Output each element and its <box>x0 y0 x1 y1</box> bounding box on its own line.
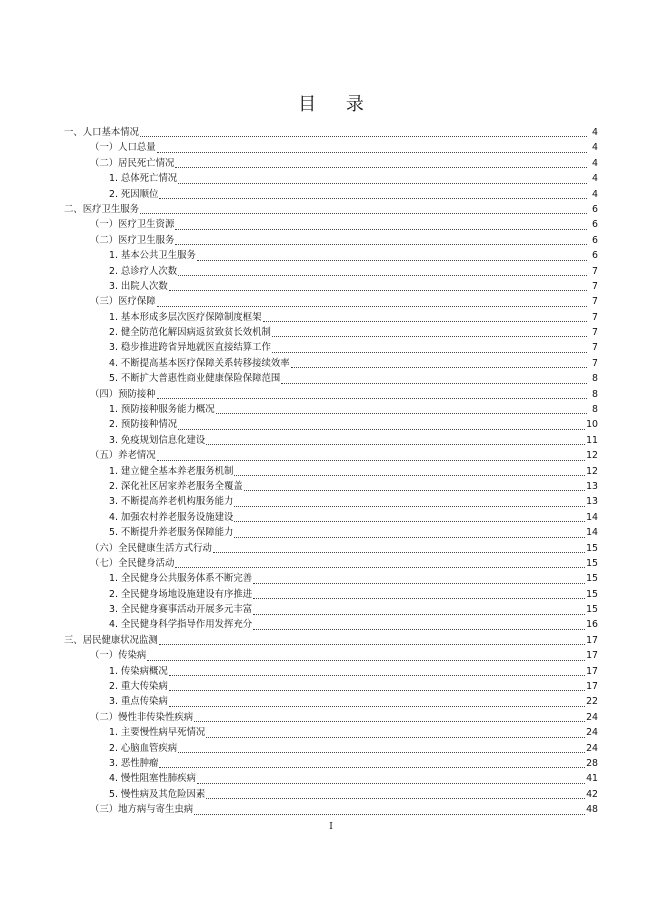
dot-leader <box>157 306 587 307</box>
toc-entry[interactable] <box>0 171 662 186</box>
toc-entry[interactable] <box>0 802 662 817</box>
toc-entry-label: 3. 全民健身赛事活动开展多元丰富 <box>109 604 253 616</box>
dot-leader <box>178 183 587 184</box>
dot-leader <box>169 675 585 676</box>
toc-entry[interactable] <box>0 741 662 756</box>
toc-entry-page-number: 41 <box>586 773 598 785</box>
toc-entry[interactable] <box>0 710 662 725</box>
toc-entry-label: 1. 基本形成多层次医疗保障制度框架 <box>109 311 262 323</box>
dot-leader <box>206 444 585 445</box>
dot-leader <box>253 629 585 630</box>
dot-leader <box>197 783 585 784</box>
toc-entry-page-number: 15 <box>586 542 598 554</box>
toc-entry-label: 3. 免疫规划信息化建设 <box>109 434 206 446</box>
toc-entry[interactable] <box>0 694 662 709</box>
toc-entry[interactable] <box>0 433 662 448</box>
dot-leader <box>253 583 585 584</box>
toc-entry[interactable] <box>0 248 662 263</box>
toc-entry-label: 4. 加强农村养老服务设施建设 <box>109 511 234 523</box>
toc-entry-label: 3. 不断提高养老机构服务能力 <box>109 496 234 508</box>
toc-entry[interactable] <box>0 648 662 663</box>
dot-leader <box>169 290 587 291</box>
toc-entry-page-number: 7 <box>592 280 598 292</box>
toc-entry-page-number: 7 <box>592 265 598 277</box>
toc-entry-page-number: 24 <box>586 711 598 723</box>
toc-entry-page-number: 4 <box>592 142 598 154</box>
toc-entry-page-number: 42 <box>586 788 598 800</box>
toc-entry[interactable] <box>0 618 662 633</box>
toc-entry-page-number: 10 <box>586 419 598 431</box>
toc-entry[interactable] <box>0 387 662 402</box>
toc-entry[interactable] <box>0 679 662 694</box>
dot-leader <box>157 152 587 153</box>
toc-entry[interactable] <box>0 771 662 786</box>
dot-leader <box>197 260 587 261</box>
toc-entry[interactable] <box>0 279 662 294</box>
toc-entry[interactable] <box>0 510 662 525</box>
toc-entry-page-number: 17 <box>586 634 598 646</box>
dot-leader <box>234 475 585 476</box>
toc-entry-page-number: 7 <box>592 311 598 323</box>
dot-leader <box>175 229 587 230</box>
dot-leader <box>253 598 585 599</box>
toc-entry[interactable] <box>0 356 662 371</box>
toc-entry[interactable] <box>0 156 662 171</box>
dot-leader <box>272 336 587 337</box>
toc-entry-page-number: 22 <box>586 696 598 708</box>
toc-entry-page-number: 14 <box>586 511 598 523</box>
dot-leader <box>291 367 587 368</box>
toc-entry-label: （二）医疗卫生服务 <box>90 234 175 246</box>
toc-entry-label: 1. 预防接种服务能力概况 <box>109 404 215 416</box>
dot-leader <box>281 383 587 384</box>
toc-entry[interactable] <box>0 371 662 386</box>
toc-entry[interactable] <box>0 217 662 232</box>
page-number-footer: I <box>329 822 333 832</box>
toc-entry-label: （三）医疗保障 <box>90 296 156 308</box>
toc-entry-label: 1. 建立健全基本养老服务机制 <box>109 465 234 477</box>
toc-entry-label: （二）居民死亡情况 <box>90 157 175 169</box>
toc-entry-label: 4. 不断提高基本医疗保障关系转移接续效率 <box>109 357 290 369</box>
toc-entry[interactable] <box>0 525 662 540</box>
dot-leader <box>175 167 587 168</box>
toc-entry-page-number: 24 <box>586 742 598 754</box>
dot-leader <box>159 644 585 645</box>
toc-entry-label: （二）慢性非传染性疾病 <box>90 711 194 723</box>
toc-entry-label: 2. 全民健身场地设施建设有序推进 <box>109 588 253 600</box>
toc-entry-label: （三）地方病与寄生虫病 <box>90 804 194 816</box>
dot-leader <box>140 136 587 137</box>
toc-entry-label: 1. 基本公共卫生服务 <box>109 250 196 262</box>
table-of-contents <box>0 125 662 818</box>
toc-entry-page-number: 6 <box>592 219 598 231</box>
toc-entry-label: 5. 慢性病及其危险因素 <box>109 788 206 800</box>
dot-leader <box>244 490 585 491</box>
toc-entry-label: （五）养老情况 <box>90 450 156 462</box>
dot-leader <box>178 275 587 276</box>
toc-entry[interactable] <box>0 125 662 140</box>
dot-leader <box>272 352 587 353</box>
toc-entry-page-number: 12 <box>586 465 598 477</box>
toc-entry-label: 一、人口基本情况 <box>64 126 140 138</box>
toc-entry-label: 5. 不断提升养老服务保障能力 <box>109 527 234 539</box>
dot-leader <box>159 767 585 768</box>
dot-leader <box>140 213 587 214</box>
toc-entry[interactable] <box>0 756 662 771</box>
dot-leader <box>178 752 585 753</box>
toc-entry[interactable] <box>0 587 662 602</box>
toc-entry-label: 二、医疗卫生服务 <box>64 203 140 215</box>
toc-entry-label: 2. 预防接种情况 <box>109 419 178 431</box>
toc-entry-page-number: 11 <box>586 434 598 446</box>
toc-entry-page-number: 7 <box>592 357 598 369</box>
toc-entry-page-number: 28 <box>586 758 598 769</box>
toc-entry-label: 2. 心脑血管疾病 <box>109 742 178 754</box>
toc-entry[interactable] <box>0 725 662 740</box>
dot-leader <box>194 814 585 815</box>
toc-entry-page-number: 15 <box>586 604 598 616</box>
toc-entry-page-number: 15 <box>586 557 598 569</box>
toc-entry[interactable] <box>0 664 662 679</box>
dot-leader <box>169 690 585 691</box>
toc-entry-label: 4. 慢性阻塞性肺疾病 <box>109 773 196 785</box>
dot-leader <box>234 521 585 522</box>
toc-entry[interactable] <box>0 264 662 279</box>
toc-entry[interactable] <box>0 340 662 355</box>
toc-entry[interactable] <box>0 448 662 463</box>
toc-entry-page-number: 48 <box>586 804 598 816</box>
toc-entry-page-number: 24 <box>586 727 598 739</box>
toc-entry[interactable] <box>0 187 662 202</box>
toc-entry-label: （一）人口总量 <box>90 142 156 154</box>
dot-leader <box>206 737 585 738</box>
toc-entry-label: 三、居民健康状况监测 <box>64 634 158 646</box>
toc-entry-label: （一）医疗卫生资源 <box>90 219 175 231</box>
toc-entry-page-number: 8 <box>592 404 598 416</box>
toc-entry-label: 2. 总诊疗人次数 <box>109 265 178 277</box>
toc-entry-label: 3. 稳步推进跨省异地就医直接结算工作 <box>109 342 271 354</box>
toc-entry[interactable] <box>0 633 662 648</box>
dot-leader <box>253 614 585 615</box>
toc-entry[interactable] <box>0 494 662 509</box>
dot-leader <box>234 506 585 507</box>
dot-leader <box>159 198 587 199</box>
toc-entry-label: 1. 总体死亡情况 <box>109 173 178 185</box>
dot-leader <box>157 460 585 461</box>
toc-entry[interactable] <box>0 571 662 586</box>
dot-leader <box>216 413 587 414</box>
toc-entry-label: 5. 不断扩大普惠性商业健康保险保障范围 <box>109 373 281 385</box>
toc-entry-page-number: 16 <box>586 619 598 631</box>
toc-entry[interactable] <box>0 556 662 571</box>
toc-entry-page-number: 4 <box>592 126 598 138</box>
toc-title: 目 录 <box>298 94 376 116</box>
toc-entry[interactable] <box>0 233 662 248</box>
toc-entry-label: （一）传染病 <box>90 650 147 662</box>
toc-entry-page-number: 8 <box>592 388 598 400</box>
toc-entry-page-number: 15 <box>586 588 598 600</box>
toc-entry-page-number: 13 <box>586 480 598 492</box>
dot-leader <box>213 552 585 553</box>
toc-entry-page-number: 7 <box>592 342 598 354</box>
toc-entry-page-number: 4 <box>592 188 598 200</box>
dot-leader <box>206 798 585 799</box>
toc-entry-page-number: 7 <box>592 327 598 339</box>
toc-entry[interactable] <box>0 417 662 432</box>
dot-leader <box>234 537 585 538</box>
dot-leader <box>194 721 585 722</box>
dot-leader <box>157 398 587 399</box>
toc-entry-label: （六）全民健康生活方式行动 <box>90 542 212 554</box>
toc-entry-label: 3. 出院人次数 <box>109 280 168 292</box>
toc-entry[interactable] <box>0 310 662 325</box>
toc-entry-label: 2. 重大传染病 <box>109 681 168 693</box>
toc-entry[interactable] <box>0 202 662 217</box>
toc-entry[interactable] <box>0 325 662 340</box>
dot-leader <box>169 706 585 707</box>
toc-entry-label: 2. 健全防范化解因病返贫致贫长效机制 <box>109 327 271 339</box>
toc-entry-label: 3. 恶性肿瘤 <box>109 758 159 769</box>
toc-entry-label: 1. 全民健身公共服务体系不断完善 <box>109 573 253 585</box>
toc-entry[interactable] <box>0 402 662 417</box>
toc-entry-page-number: 4 <box>592 173 598 185</box>
toc-entry[interactable] <box>0 541 662 556</box>
toc-entry[interactable] <box>0 602 662 617</box>
toc-entry[interactable] <box>0 140 662 155</box>
toc-entry-page-number: 15 <box>586 573 598 585</box>
toc-entry-page-number: 6 <box>592 234 598 246</box>
toc-entry[interactable] <box>0 479 662 494</box>
dot-leader <box>175 567 585 568</box>
dot-leader <box>263 321 587 322</box>
toc-entry-page-number: 17 <box>586 650 598 662</box>
toc-entry-label: 3. 重点传染病 <box>109 696 168 708</box>
toc-entry-page-number: 12 <box>586 450 598 462</box>
toc-entry-label: （四）预防接种 <box>90 388 156 400</box>
toc-entry-label: 4. 全民健身科学指导作用发挥充分 <box>109 619 253 631</box>
toc-entry-page-number: 13 <box>586 496 598 508</box>
toc-entry-page-number: 17 <box>586 665 598 677</box>
toc-entry-page-number: 7 <box>592 296 598 308</box>
toc-entry-label: 1. 主要慢性病早死情况 <box>109 727 206 739</box>
toc-entry-page-number: 8 <box>592 373 598 385</box>
toc-entry-label: 2. 深化社区居家养老服务全覆盖 <box>109 480 243 492</box>
dot-leader <box>147 660 585 661</box>
toc-entry-page-number: 14 <box>586 527 598 539</box>
toc-entry-page-number: 17 <box>586 681 598 693</box>
toc-entry[interactable] <box>0 464 662 479</box>
toc-entry-page-number: 6 <box>592 203 598 215</box>
toc-entry[interactable] <box>0 294 662 309</box>
toc-entry-page-number: 6 <box>592 250 598 262</box>
toc-entry[interactable] <box>0 787 662 802</box>
dot-leader <box>178 429 585 430</box>
toc-entry-page-number: 4 <box>592 157 598 169</box>
dot-leader <box>175 244 587 245</box>
toc-entry-label: 1. 传染病概况 <box>109 665 168 677</box>
toc-entry-label: 2. 死因顺位 <box>109 188 159 200</box>
toc-entry-label: （七）全民健身活动 <box>90 557 175 569</box>
